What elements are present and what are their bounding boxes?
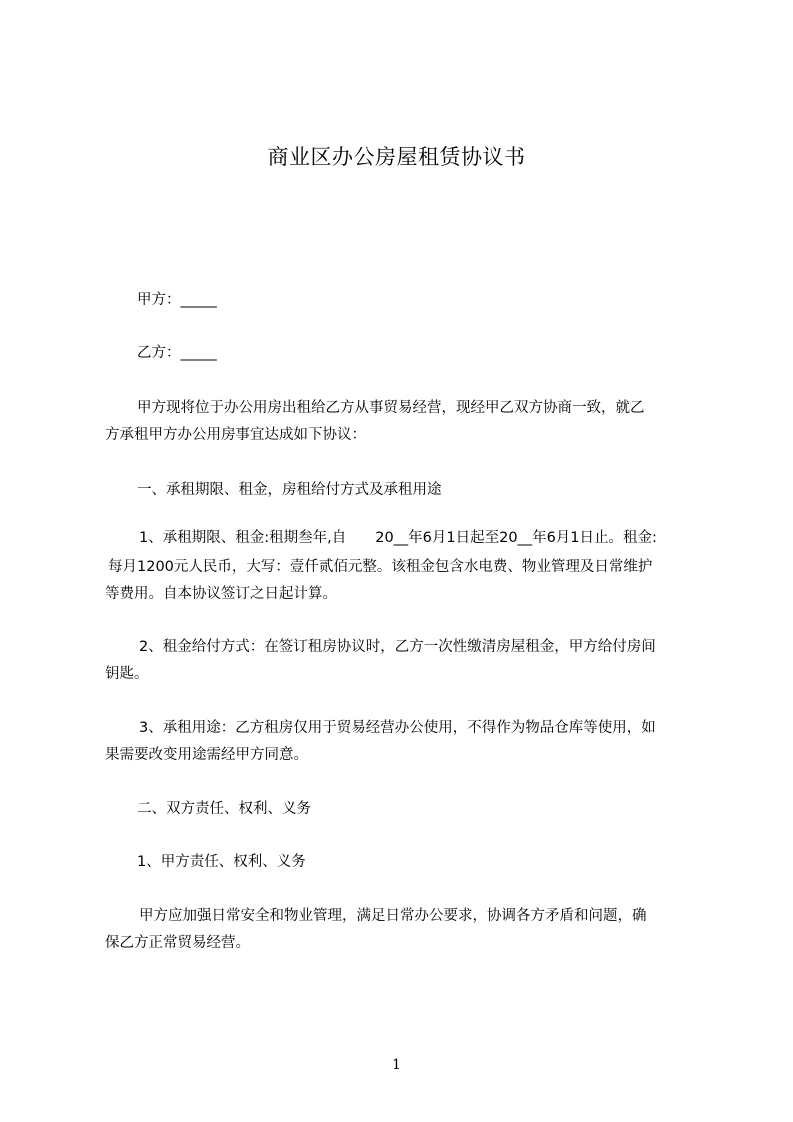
party-a-duties-heading: 1、甲方责任、权利、义务 (137, 854, 306, 870)
party-a-line: 甲方：_____ (137, 292, 217, 308)
payment-method-line-2: 钥匙。 (105, 666, 149, 682)
party-a-duties-line-1: 甲方应加强日常安全和物业管理，满足日常办公要求，协调各方矛盾和问题，确 (139, 908, 647, 924)
section-1-heading: 一、承租期限、租金，房租给付方式及承租用途 (137, 482, 442, 498)
intro-line-1: 甲方现将位于办公用房出租给乙方从事贸易经营，现经甲乙双方协商一致，就乙 (137, 400, 645, 416)
document-title: 商业区办公房屋租赁协议书 (267, 145, 526, 169)
rent-term-line-3: 等费用。自本协议签订之日起计算。 (105, 586, 337, 602)
intro-line-2: 方承租甲方办公用房事宜达成如下协议： (105, 427, 366, 443)
usage-line-1: 3、承租用途：乙方租房仅用于贸易经营办公使用，不得作为物品仓库等使用，如 (139, 720, 656, 736)
rent-term-clause (105, 528, 713, 608)
usage-line-2: 果需要改变用途需经甲方同意。 (105, 747, 308, 763)
payment-method-line-1: 2、租金给付方式：在签订租房协议时，乙方一次性缴清房屋租金，甲方给付房间 (139, 639, 656, 655)
page-number: 1 (392, 1057, 401, 1073)
party-b-line: 乙方：_____ (137, 345, 217, 361)
rent-term-line-1: 1、承租期限、租金:租期叁年,自 20__年6月1日起至20__年6月1日止。租金: (139, 530, 657, 546)
rent-term-line-2: 每月1200元人民币，大写：壹仟贰佰元整。该租金包含水电费、物业管理及日常维护 (108, 559, 653, 575)
section-2-heading: 二、双方责任、权利、义务 (137, 801, 311, 817)
party-a-duties-line-2: 保乙方正常贸易经营。 (105, 935, 250, 951)
